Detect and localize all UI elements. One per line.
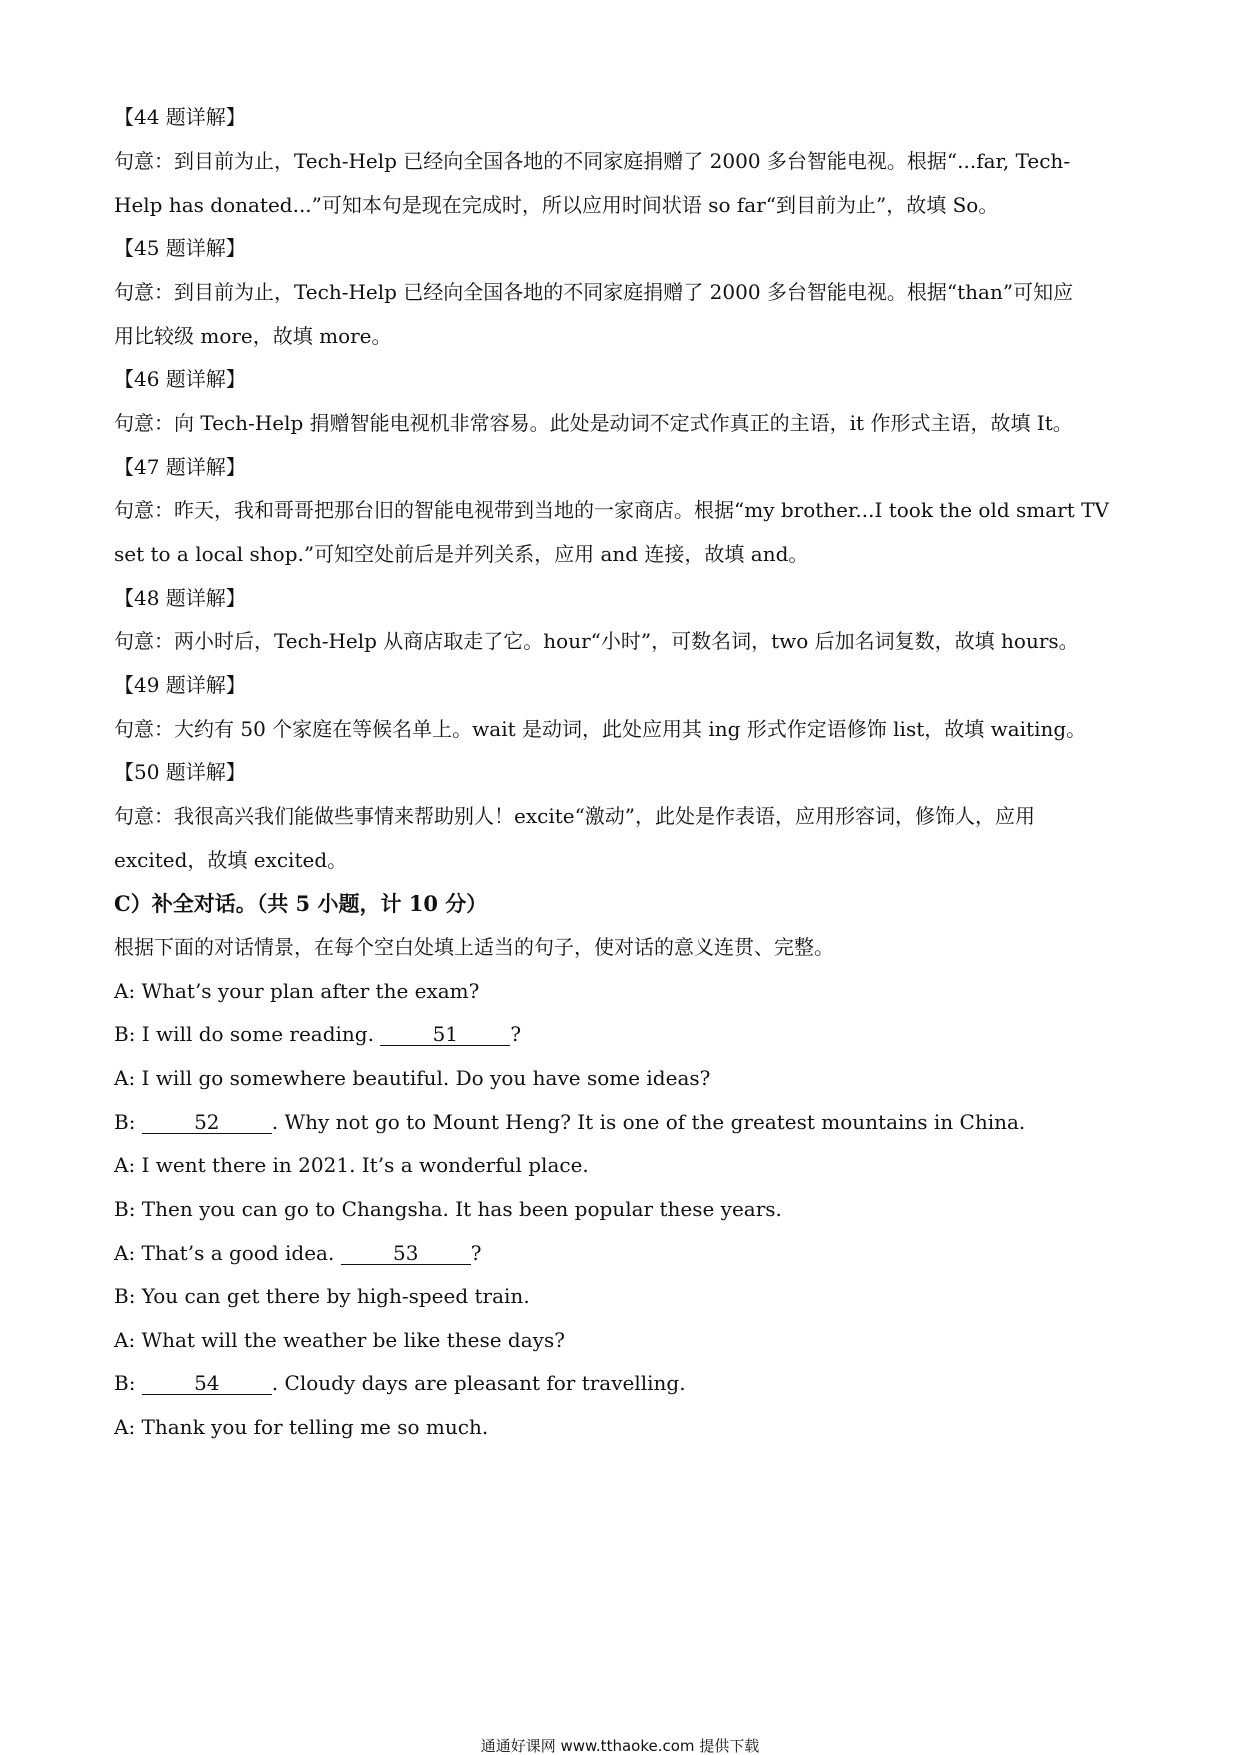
dialogue-text: B: I will do some reading. — [114, 1022, 381, 1046]
dialogue-line — [114, 1065, 710, 1091]
dialogue-line — [114, 1152, 589, 1178]
dialogue-line — [114, 1327, 565, 1353]
dialogue-text: A: That’s a good idea. — [114, 1241, 341, 1265]
dialogue-line — [114, 1021, 521, 1047]
explanation-text: 句意：昨天，我和哥哥把那台旧的智能电视带到当地的一家商店。根据“my brother...I took the old smart TV — [114, 498, 1109, 522]
dialogue-line — [114, 1283, 530, 1309]
explanation-header-46: 【46 题详解】 — [114, 367, 246, 391]
dialogue-text: A: What will the weather be like these days? — [114, 1328, 565, 1352]
explanation-text: 句意：向 Tech-Help 捐赠智能电视机非常容易。此处是动词不定式作真正的主语，it 作形式主语，故填 It。 — [114, 411, 1073, 435]
explanation-header-44: 【44 题详解】 — [114, 105, 246, 129]
dialogue-text: B: Then you can go to Changsha. It has been popular these years. — [114, 1197, 782, 1221]
dialogue-line — [114, 978, 479, 1004]
page-footer: 通通好课网 www.tthaoke.com 提供下载 — [480, 1737, 760, 1755]
explanation-header-48: 【48 题详解】 — [114, 586, 246, 610]
dialogue-line — [114, 1109, 1025, 1135]
explanation-text: excited，故填 excited。 — [114, 848, 348, 872]
explanation-text: Help has donated...”可知本句是现在完成时，所以应用时间状语 so far“到目前为止”，故填 So。 — [114, 193, 999, 217]
explanation-text: 句意：到目前为止，Tech-Help 已经向全国各地的不同家庭捐赠了 2000 多台智能电视。根据“...far, Tech- — [114, 149, 1071, 173]
explanation-text: 句意：我很高兴我们能做些事情来帮助别人！excite“激动”，此处是作表语，应用形容词，修饰人，应用 — [114, 804, 1036, 828]
explanation-header-45: 【45 题详解】 — [114, 236, 246, 260]
dialogue-line — [114, 1370, 686, 1396]
dialogue-text: ? — [510, 1022, 522, 1046]
section-instruction: 根据下面的对话情景，在每个空白处填上适当的句子，使对话的意义连贯、完整。 — [114, 935, 834, 959]
dialogue-text: B: — [114, 1371, 142, 1395]
dialogue-line — [114, 1196, 782, 1222]
explanation-text: 句意：大约有 50 个家庭在等候名单上。wait 是动词，此处应用其 ing 形式作定语修饰 list，故填 waiting。 — [114, 717, 1087, 741]
explanation-text: 句意：两小时后，Tech-Help 从商店取走了它。hour“小时”，可数名词，two 后加名词复数，故填 hours。 — [114, 629, 1079, 653]
dialogue-text: A: I went there in 2021. It’s a wonderful place. — [114, 1153, 589, 1177]
answer-blank-51[interactable]: 51 — [380, 1023, 510, 1046]
dialogue-text: . Cloudy days are pleasant for travelling. — [271, 1371, 686, 1395]
dialogue-text: ? — [470, 1241, 482, 1265]
answer-blank-53[interactable]: 53 — [341, 1242, 471, 1265]
answer-blank-52[interactable]: 52 — [142, 1111, 272, 1134]
answer-blank-54[interactable]: 54 — [142, 1372, 272, 1395]
explanation-text: 句意：到目前为止，Tech-Help 已经向全国各地的不同家庭捐赠了 2000 多台智能电视。根据“than”可知应 — [114, 280, 1074, 304]
explanation-text: set to a local shop.”可知空处前后是并列关系，应用 and 连接，故填 and。 — [114, 542, 809, 566]
dialogue-line — [114, 1240, 481, 1266]
dialogue-text: A: I will go somewhere beautiful. Do you have some ideas? — [114, 1066, 711, 1090]
explanation-header-47: 【47 题详解】 — [114, 455, 246, 479]
section-title: C）补全对话。（共 5 小题，计 10 分） — [114, 891, 488, 916]
dialogue-text: A: Thank you for telling me so much. — [114, 1415, 489, 1439]
dialogue-text: B: — [114, 1110, 142, 1134]
dialogue-text: A: What’s your plan after the exam? — [114, 979, 480, 1003]
dialogue-text: . Why not go to Mount Heng? It is one of the greatest mountains in China. — [271, 1110, 1026, 1134]
dialogue-line — [114, 1414, 488, 1440]
explanation-header-50: 【50 题详解】 — [114, 760, 246, 784]
dialogue-text: B: You can get there by high-speed train. — [114, 1284, 530, 1308]
explanation-text: 用比较级 more，故填 more。 — [114, 324, 392, 348]
explanation-header-49: 【49 题详解】 — [114, 673, 246, 697]
